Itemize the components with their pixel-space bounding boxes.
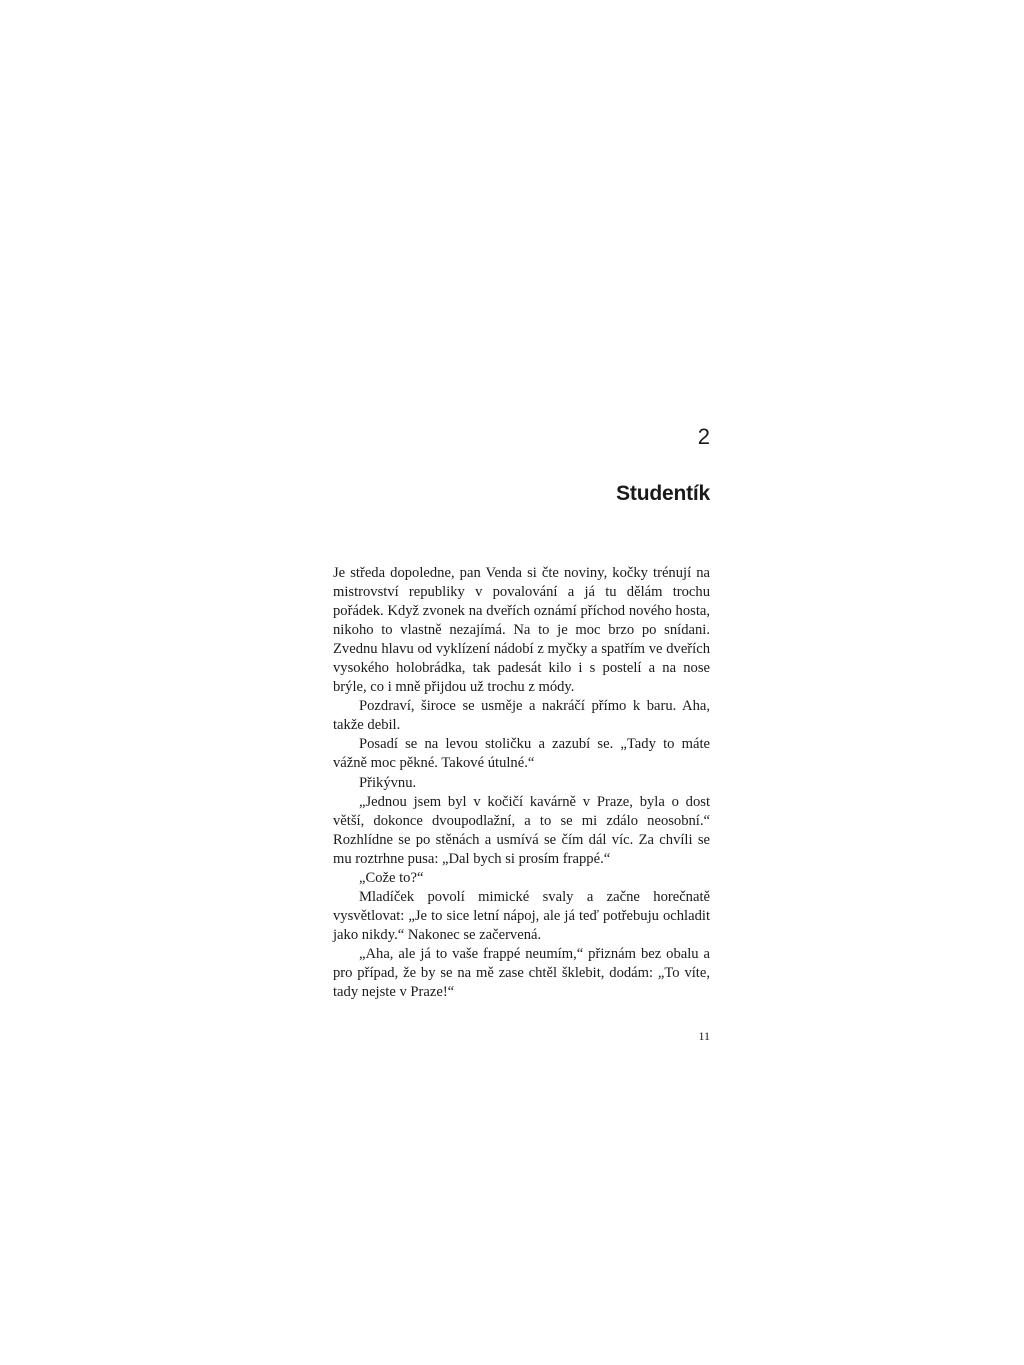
chapter-title: Studentík <box>616 482 710 505</box>
paragraph: Přikývnu. <box>359 774 417 791</box>
chapter-number: 2 <box>697 424 710 449</box>
paragraph: „Cože to?“ <box>359 869 424 886</box>
chapter-body <box>333 564 710 1002</box>
page-number: 11 <box>698 1029 710 1043</box>
paragraph: Posadí se na levou stoličku a zazubí se. „Tady to máte vážně moc pěkné. Takové útulné.“ <box>333 736 710 772</box>
paragraph: Je středa dopoledne, pan Venda si čte noviny, kočky trénují na mistrovství republiky v povalování a já tu dělám trochu pořádek. Když zvonek na dveřích oznámí příchod nového hosta, nikoho to vlastně nezajímá. Na to je moc brzo po snídani. Zvednu hlavu od vyklízení nádobí z myčky a spatřím ve dveřích vysokého holobrádka, tak padesát kilo i s postelí a na nose brýle, co i mně přijdou už trochu z módy. <box>333 565 710 696</box>
paragraph: Mladíček povolí mimické svaly a začne horečnatě vysvětlovat: „Je to sice letní nápoj, ale já teď potřebuju ochladit jako nikdy.“ Nakonec se začervená. <box>333 888 710 943</box>
paragraph: Pozdraví, široce se usměje a nakráčí přímo k baru. Aha, takže debil. <box>333 698 710 734</box>
paragraph: „Aha, ale já to vaše frappé neumím,“ přiznám bez obalu a pro případ, že by se na mě zase chtěl šklebit, dodám: „To víte, tady nejste v Praze!“ <box>333 945 710 1001</box>
paragraph: „Jednou jsem byl v kočičí kavárně v Praze, byla o dost větší, dokonce dvoupodlažní, a to se mi zdálo neosobní.“ Rozhlídne se po stěnách a usmívá se čím dál víc. Za chvíli se mu roztrhne pusa: „Dal bych si prosím frappé.“ <box>333 793 710 867</box>
